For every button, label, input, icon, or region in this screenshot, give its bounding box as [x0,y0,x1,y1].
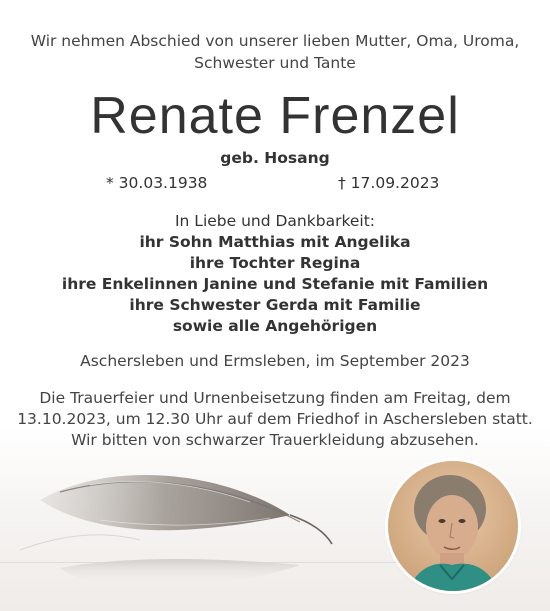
service-line-2: 13.10.2023, um 12.30 Uhr auf dem Friedhof in Aschersleben statt. [17,410,533,428]
intro-text [0,30,550,74]
feather-illustration [0,440,400,611]
maiden-name: geb. Hosang [220,149,330,167]
portrait-photo [388,461,518,591]
family-list [0,211,550,337]
family-member: ihre Enkelinnen Janine und Stefanie mit Familien [61,275,489,293]
place-date: Aschersleben und Ermsleben, im September 2023 [80,352,470,370]
deceased-name: Renate Frenzel [90,87,460,145]
family-member: sowie alle Angehörigen [172,317,378,335]
family-member: ihre Schwester Gerda mit Familie [129,296,421,314]
intro-line-2: Schwester und Tante [194,54,356,72]
family-lead: In Liebe und Dankbarkeit: [174,212,376,230]
birth-date: * 30.03.1938 [106,174,208,192]
family-member: ihre Tochter Regina [189,254,361,272]
family-member: ihr Sohn Matthias mit Angelika [139,233,411,251]
intro-line-1: Wir nehmen Abschied von unserer lieben Mutter, Oma, Uroma, [30,32,520,50]
death-date: † 17.09.2023 [338,174,440,192]
service-line-3: Wir bitten von schwarzer Trauerkleidung abzusehen. [71,431,479,449]
service-line-1: Die Trauerfeier und Urnenbeisetzung finden am Freitag, dem [39,389,511,407]
portrait-image [388,461,518,591]
